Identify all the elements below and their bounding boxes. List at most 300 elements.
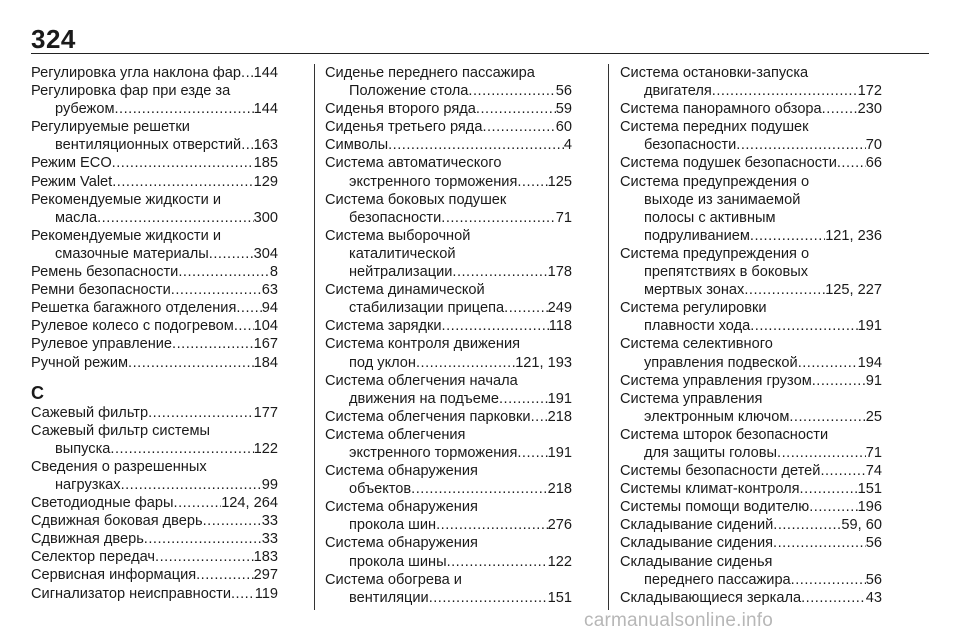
page-reference: 56 xyxy=(865,571,882,588)
dot-leader xyxy=(499,390,548,408)
index-entry-line xyxy=(325,100,572,118)
index-entry-continuation xyxy=(325,209,572,227)
dot-leader xyxy=(128,354,254,372)
index-entry-term: Системы безопасности детей xyxy=(620,463,821,480)
index-entry-continuation xyxy=(620,281,882,299)
index-entry-continuation xyxy=(620,227,882,245)
index-entry-continuation xyxy=(31,209,278,227)
index-entry-line xyxy=(325,426,572,444)
index-entry-line xyxy=(31,281,278,299)
page-reference: 191 xyxy=(857,318,882,335)
dot-leader xyxy=(234,317,254,335)
index-entry xyxy=(325,426,572,462)
index-entry-line xyxy=(620,553,882,571)
index-entry xyxy=(31,191,278,227)
index-entry-line xyxy=(620,372,882,390)
page-reference: 163 xyxy=(253,137,278,154)
index-entry-term: Решетка багажного отделения xyxy=(31,300,237,317)
index-entry xyxy=(620,64,882,100)
page-reference: 25 xyxy=(865,408,882,425)
index-entry-term: Положение стола xyxy=(349,83,469,100)
index-entry xyxy=(325,227,572,281)
index-entry xyxy=(31,118,278,154)
index-entry-term: безопасности xyxy=(349,209,442,226)
index-entry-term: Ремни безопасности xyxy=(31,282,171,299)
page-reference: 71 xyxy=(555,209,572,226)
index-entry-line xyxy=(31,154,278,172)
index-entry-term: каталитической xyxy=(349,245,456,262)
index-entry xyxy=(31,494,278,512)
dot-leader xyxy=(172,335,254,353)
index-entry-term: выпуска xyxy=(55,440,111,457)
dot-leader xyxy=(750,317,857,335)
index-entry-term: Системы климат-контроля xyxy=(620,481,800,498)
index-entry-term: выходе из занимаемой xyxy=(644,191,801,208)
index-entry-continuation xyxy=(620,191,882,209)
index-entry xyxy=(325,100,572,118)
page-reference: 125, 227 xyxy=(825,282,882,299)
dot-leader xyxy=(241,136,253,154)
dot-leader xyxy=(531,408,548,426)
index-entry-line xyxy=(325,118,572,136)
index-entry-term: Система обнаружения xyxy=(325,535,478,552)
index-entry-line xyxy=(620,534,882,552)
index-entry-term: Сдвижная боковая дверь xyxy=(31,513,203,530)
index-entry-continuation xyxy=(620,408,882,426)
dot-leader xyxy=(144,530,262,548)
index-entry xyxy=(31,154,278,172)
index-entry-continuation xyxy=(325,82,572,100)
index-entry-term: Ремень безопасности xyxy=(31,264,179,281)
index-entry-line xyxy=(620,462,882,480)
index-entry xyxy=(325,462,572,498)
index-entry-term: объектов xyxy=(349,481,412,498)
index-entry-term: для защиты головы xyxy=(644,444,778,461)
index-entry-line xyxy=(325,571,572,589)
index-entry xyxy=(620,553,882,589)
dot-leader xyxy=(789,408,865,426)
index-entry-term: Система контроля движения xyxy=(325,336,521,353)
index-entry-term: Система автоматического xyxy=(325,155,502,172)
page-reference: 121, 236 xyxy=(825,227,882,244)
dot-leader xyxy=(388,136,564,154)
index-entry-line xyxy=(31,585,278,603)
index-entry-line xyxy=(31,566,278,584)
index-entry-term: прокола шин xyxy=(349,517,437,534)
index-entry-term: мертвых зонах xyxy=(644,282,745,299)
index-entry xyxy=(31,530,278,548)
index-entry-continuation xyxy=(620,82,882,100)
dot-leader xyxy=(236,299,261,317)
index-entry-line xyxy=(325,227,572,245)
index-entry-continuation xyxy=(325,173,572,191)
page-reference: 99 xyxy=(261,476,278,493)
index-entry-term: экстренного торможения xyxy=(349,173,518,190)
index-entry-line xyxy=(620,245,882,263)
index-entry xyxy=(325,571,572,607)
section-letter: С xyxy=(31,382,44,403)
index-entry xyxy=(325,408,572,426)
index-entry-line xyxy=(620,118,882,136)
index-entry-term: управления подвеской xyxy=(644,354,798,371)
index-entry-line xyxy=(325,317,572,335)
index-entry-term: Система управления грузом xyxy=(620,372,812,389)
index-entry-line xyxy=(31,335,278,353)
index-entry-continuation xyxy=(31,440,278,458)
page-reference: 8 xyxy=(269,264,278,281)
index-entry-line xyxy=(31,64,278,82)
page-reference: 91 xyxy=(865,372,882,389)
index-entry-term: Система предупреждения о xyxy=(620,245,810,262)
page-reference: 124, 264 xyxy=(221,495,278,512)
index-entry-term: Система подушек безопасности xyxy=(620,155,837,172)
index-entry xyxy=(31,263,278,281)
page-reference: 33 xyxy=(261,531,278,548)
dot-leader xyxy=(744,281,825,299)
index-entry-term: Складывание сидений xyxy=(620,517,774,534)
index-entry-continuation xyxy=(325,354,572,372)
index-entry-line xyxy=(325,408,572,426)
index-entry-term: Система передних подушек xyxy=(620,119,809,136)
index-entry-line xyxy=(31,458,278,476)
index-entry-term: вентиляционных отверстий xyxy=(55,137,242,154)
index-entry-term: Режим Valet xyxy=(31,173,113,190)
index-entry-term: Система облегчения парковки xyxy=(325,408,531,425)
index-entry xyxy=(620,462,882,480)
index-entry-line xyxy=(31,227,278,245)
index-entry-line xyxy=(325,498,572,516)
index-entry xyxy=(31,335,278,353)
index-entry-term: смазочные материалы xyxy=(55,245,209,262)
index-entry-term: Рулевое колесо с подогревом xyxy=(31,318,234,335)
page-reference: 104 xyxy=(253,318,278,335)
dot-leader xyxy=(517,444,547,462)
index-entry-line xyxy=(31,299,278,317)
index-entry-term: стабилизации прицепа xyxy=(349,300,505,317)
index-entry xyxy=(31,299,278,317)
page-reference: 191 xyxy=(547,390,572,407)
index-entry-term: Рекомендуемые жидкости и xyxy=(31,227,221,244)
index-entry-line xyxy=(620,100,882,118)
index-entry xyxy=(31,548,278,566)
page-reference: 178 xyxy=(547,264,572,281)
dot-leader xyxy=(171,281,262,299)
index-entry-line xyxy=(620,480,882,498)
index-entry xyxy=(31,566,278,584)
index-entry-term: Система зарядки xyxy=(325,318,442,335)
page-reference: 144 xyxy=(253,101,278,118)
index-entry xyxy=(620,516,882,534)
index-entry-term: переднего пассажира xyxy=(644,571,791,588)
index-entry-continuation xyxy=(620,209,882,227)
index-entry xyxy=(31,354,278,372)
page-reference: 121, 193 xyxy=(515,354,572,371)
index-entry xyxy=(620,299,882,335)
dot-leader xyxy=(121,476,262,494)
index-entry xyxy=(620,589,882,607)
index-entry-line xyxy=(31,530,278,548)
index-entry-continuation xyxy=(620,263,882,281)
index-entry-term: Система панорамного обзора xyxy=(620,101,822,118)
dot-leader xyxy=(820,462,865,480)
index-entry-line xyxy=(620,299,882,317)
index-entry-term: плавности хода xyxy=(644,318,751,335)
index-entry-line xyxy=(325,335,572,353)
page-reference: 56 xyxy=(555,83,572,100)
index-entry-continuation xyxy=(31,136,278,154)
index-entry-term: Система остановки-запуска xyxy=(620,65,809,81)
index-entry-term: Сигнализатор неисправности xyxy=(31,585,231,602)
index-entry-term: Система предупреждения о xyxy=(620,173,810,190)
page-reference: 196 xyxy=(857,499,882,516)
index-entry-term: Складывание сидения xyxy=(620,535,774,552)
page-reference: 66 xyxy=(865,155,882,172)
page-reference: 172 xyxy=(857,83,882,100)
dot-leader xyxy=(777,444,866,462)
index-entry-line xyxy=(31,263,278,281)
index-entry-line xyxy=(31,191,278,209)
index-entry-term: электронным ключом xyxy=(644,408,790,425)
index-entry-line xyxy=(620,154,882,172)
index-entry xyxy=(325,372,572,408)
index-entry xyxy=(31,317,278,335)
index-entry-term: Селектор передач xyxy=(31,549,156,566)
page-reference: 151 xyxy=(857,481,882,498)
index-entry xyxy=(325,154,572,190)
index-entry-line xyxy=(31,422,278,440)
index-entry xyxy=(31,82,278,118)
dot-leader xyxy=(468,82,555,100)
index-entry xyxy=(31,422,278,458)
dot-leader xyxy=(791,571,866,589)
index-entry-term: Сиденья третьего ряда xyxy=(325,119,483,136)
index-entry-term: рубежом xyxy=(55,101,115,118)
index-entry xyxy=(620,372,882,390)
page-reference: 194 xyxy=(857,354,882,371)
index-entry-line xyxy=(325,372,572,390)
index-entry-line xyxy=(31,173,278,191)
index-entry-line xyxy=(620,173,882,191)
dot-leader xyxy=(482,118,555,136)
index-entry-continuation xyxy=(325,245,572,263)
dot-leader xyxy=(447,553,548,571)
page-reference: 191 xyxy=(547,444,572,461)
page-reference: 43 xyxy=(865,589,882,606)
index-entry-continuation xyxy=(325,553,572,571)
index-entry-term: Складывание сиденья xyxy=(620,553,773,570)
dot-leader xyxy=(736,136,866,154)
index-entry-term: Сервисная информация xyxy=(31,567,197,584)
index-entry-continuation xyxy=(31,245,278,263)
index-entry xyxy=(31,404,278,422)
page-reference: 56 xyxy=(865,535,882,552)
index-entry-line xyxy=(31,494,278,512)
dot-leader xyxy=(504,299,548,317)
index-entry-line xyxy=(325,64,572,82)
dot-leader xyxy=(517,173,547,191)
dot-leader xyxy=(196,566,254,584)
page-reference: 33 xyxy=(261,513,278,530)
dot-leader xyxy=(429,589,548,607)
index-entry-term: Ручной режим xyxy=(31,354,129,371)
index-entry xyxy=(620,480,882,498)
page-reference: 4 xyxy=(563,137,572,154)
index-entry-line xyxy=(325,462,572,480)
dot-leader xyxy=(203,512,262,530)
index-entry xyxy=(31,227,278,263)
index-entry-line xyxy=(31,354,278,372)
dot-leader xyxy=(155,548,254,566)
index-entry-line xyxy=(31,404,278,422)
page-reference: 218 xyxy=(547,408,572,425)
dot-leader xyxy=(112,154,254,172)
index-entry-line xyxy=(31,82,278,100)
index-entry-continuation xyxy=(31,100,278,118)
index-entry-term: вентиляции xyxy=(349,589,429,606)
index-entry-term: Регулировка угла наклона фар xyxy=(31,65,242,81)
index-entry-term: Светодиодные фары xyxy=(31,495,174,512)
page-reference: 167 xyxy=(253,336,278,353)
page-reference: 184 xyxy=(253,354,278,371)
index-entry-term: нейтрализации xyxy=(349,264,453,281)
page-reference: 122 xyxy=(547,553,572,570)
dot-leader xyxy=(416,354,515,372)
index-entry-line xyxy=(620,64,882,82)
page-reference: 125 xyxy=(547,173,572,190)
index-entry-line xyxy=(325,281,572,299)
index-entry xyxy=(620,335,882,371)
index-entry xyxy=(325,335,572,371)
index-entry-term: Регулируемые решетки xyxy=(31,119,190,136)
page-reference: 304 xyxy=(253,245,278,262)
dot-leader xyxy=(837,154,866,172)
index-entry-line xyxy=(31,118,278,136)
index-entry-term: подруливанием xyxy=(644,227,750,244)
dot-leader xyxy=(800,480,858,498)
index-entry-continuation xyxy=(325,299,572,317)
index-entry-term: Система боковых подушек xyxy=(325,191,507,208)
index-entry-term: Сиденье переднего пассажира xyxy=(325,65,535,81)
index-entry-term: Система управления xyxy=(620,390,763,407)
index-entry xyxy=(325,136,572,154)
dot-leader xyxy=(442,317,549,335)
index-entry xyxy=(31,585,278,603)
page-reference: 185 xyxy=(253,155,278,172)
index-entry-term: Система динамической xyxy=(325,282,485,299)
index-entry-line xyxy=(620,426,882,444)
index-entry-term: Система селективного xyxy=(620,336,773,353)
dot-leader xyxy=(452,263,547,281)
dot-leader xyxy=(812,372,866,390)
index-entry-term: экстренного торможения xyxy=(349,444,518,461)
index-entry-term: Сажевый фильтр xyxy=(31,404,149,421)
dot-leader xyxy=(174,494,222,512)
index-entry-continuation xyxy=(325,480,572,498)
index-entry-line xyxy=(325,136,572,154)
index-entry xyxy=(31,458,278,494)
index-column-1 xyxy=(31,64,278,603)
dot-leader xyxy=(773,534,866,552)
page-reference: 74 xyxy=(865,463,882,480)
index-entry-term: масла xyxy=(55,209,98,226)
index-entry-term: Система обогрева и xyxy=(325,571,462,588)
dot-leader xyxy=(231,585,255,603)
page-reference: 94 xyxy=(261,300,278,317)
page-reference: 183 xyxy=(253,549,278,566)
index-entry-continuation xyxy=(620,571,882,589)
dot-leader xyxy=(209,245,254,263)
watermark-text: carmanualsonline.info xyxy=(584,610,774,631)
page-reference: 144 xyxy=(253,65,278,81)
index-entry-term: Система облегчения начала xyxy=(325,372,518,389)
column-divider xyxy=(608,64,609,610)
dot-leader xyxy=(97,209,254,227)
dot-leader xyxy=(822,100,858,118)
index-entry-continuation xyxy=(620,354,882,372)
page-reference: 60 xyxy=(555,119,572,136)
index-entry-term: Система обнаружения xyxy=(325,463,478,480)
page-reference: 63 xyxy=(261,282,278,299)
index-entry xyxy=(31,173,278,191)
dot-leader xyxy=(773,516,841,534)
index-entry xyxy=(620,118,882,154)
page-reference: 70 xyxy=(865,137,882,154)
index-entry xyxy=(620,390,882,426)
dot-leader xyxy=(750,227,825,245)
index-entry-term: Режим ECO xyxy=(31,155,112,172)
index-entry-term: Складывающиеся зеркала xyxy=(620,589,802,606)
index-entry xyxy=(325,64,572,100)
dot-leader xyxy=(712,82,858,100)
index-entry-term: Регулировка фар при езде за xyxy=(31,83,231,100)
page-reference: 249 xyxy=(547,300,572,317)
index-entry-continuation xyxy=(325,589,572,607)
index-entry xyxy=(325,498,572,534)
dot-leader xyxy=(436,516,548,534)
index-entry-continuation xyxy=(620,136,882,154)
index-entry-term: безопасности xyxy=(644,137,737,154)
index-entry-continuation xyxy=(31,476,278,494)
index-entry-line xyxy=(620,390,882,408)
index-entry-continuation xyxy=(620,444,882,462)
dot-leader xyxy=(114,100,253,118)
index-entry-term: препятствиях в боковых xyxy=(644,264,809,281)
index-entry xyxy=(325,534,572,570)
index-entry-term: Система выборочной xyxy=(325,227,471,244)
index-entry xyxy=(325,317,572,335)
index-entry-line xyxy=(31,548,278,566)
page-number: 324 xyxy=(31,24,76,54)
page-reference: 122 xyxy=(253,440,278,457)
page-reference: 151 xyxy=(547,589,572,606)
index-entry-term: нагрузках xyxy=(55,476,121,493)
header-rule xyxy=(31,53,929,54)
index-entry-term: Система регулировки xyxy=(620,300,767,317)
page-reference: 230 xyxy=(857,101,882,118)
index-column-2 xyxy=(325,64,572,607)
page-reference: 218 xyxy=(547,481,572,498)
index-entry-term: Системы помощи водителю xyxy=(620,499,810,516)
dot-leader xyxy=(809,498,857,516)
index-entry-term: Рулевое управление xyxy=(31,336,173,353)
index-entry xyxy=(31,281,278,299)
index-entry-line xyxy=(31,512,278,530)
index-entry xyxy=(325,191,572,227)
index-entry-line xyxy=(620,516,882,534)
index-entry xyxy=(325,118,572,136)
page-reference: 59 xyxy=(555,101,572,118)
index-entry-term: Сиденья второго ряда xyxy=(325,101,476,118)
